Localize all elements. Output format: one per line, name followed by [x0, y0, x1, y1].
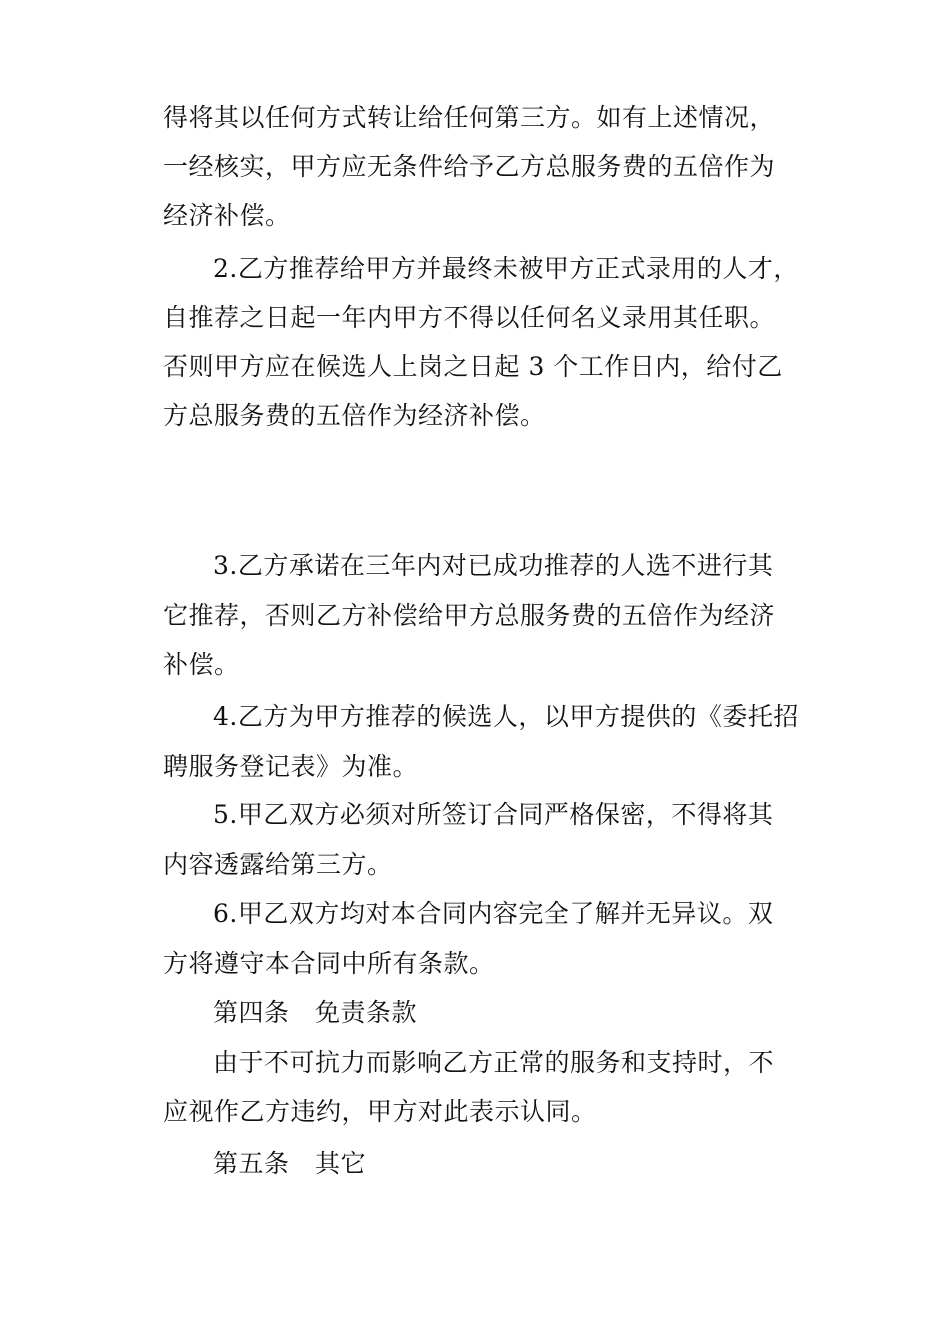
text-line: 自推荐之日起一年内甲方不得以任何名义录用其任职。 — [163, 303, 776, 332]
clause-6-start: 6.甲乙双方均对本合同内容完全了解并无异议。双 — [213, 899, 774, 928]
text-line: 聘服务登记表》为准。 — [163, 752, 419, 781]
text-line: 否则甲方应在候选人上岗之日起 3 个工作日内，给付乙 — [163, 352, 783, 381]
text-line: 内容透露给第三方。 — [163, 850, 393, 879]
article-4-heading: 第四条 免责条款 — [213, 998, 418, 1027]
text-line: 一经核实，甲方应无条件给予乙方总服务费的五倍作为 — [163, 152, 776, 181]
text-line: 补偿。 — [163, 650, 240, 679]
text-line: 方总服务费的五倍作为经济补偿。 — [163, 401, 546, 430]
text-line: 得将其以任何方式转让给任何第三方。如有上述情况， — [163, 103, 776, 132]
text-line: 方将遵守本合同中所有条款。 — [163, 949, 495, 978]
article-4-body-start: 由于不可抗力而影响乙方正常的服务和支持时，不 — [213, 1048, 775, 1077]
article-5-heading: 第五条 其它 — [213, 1149, 367, 1178]
clause-3-start: 3.乙方承诺在三年内对已成功推荐的人选不进行其 — [213, 551, 774, 580]
text-line: 应视作乙方违约，甲方对此表示认同。 — [163, 1097, 597, 1126]
clause-4-start: 4.乙方为甲方推荐的候选人，以甲方提供的《委托招 — [213, 702, 799, 731]
text-line: 它推荐，否则乙方补偿给甲方总服务费的五倍作为经济 — [163, 601, 776, 630]
text-line: 经济补偿。 — [163, 201, 291, 230]
clause-5-start: 5.甲乙双方必须对所签订合同严格保密，不得将其 — [213, 800, 774, 829]
clause-2-start: 2.乙方推荐给甲方并最终未被甲方正式录用的人才， — [213, 254, 799, 283]
